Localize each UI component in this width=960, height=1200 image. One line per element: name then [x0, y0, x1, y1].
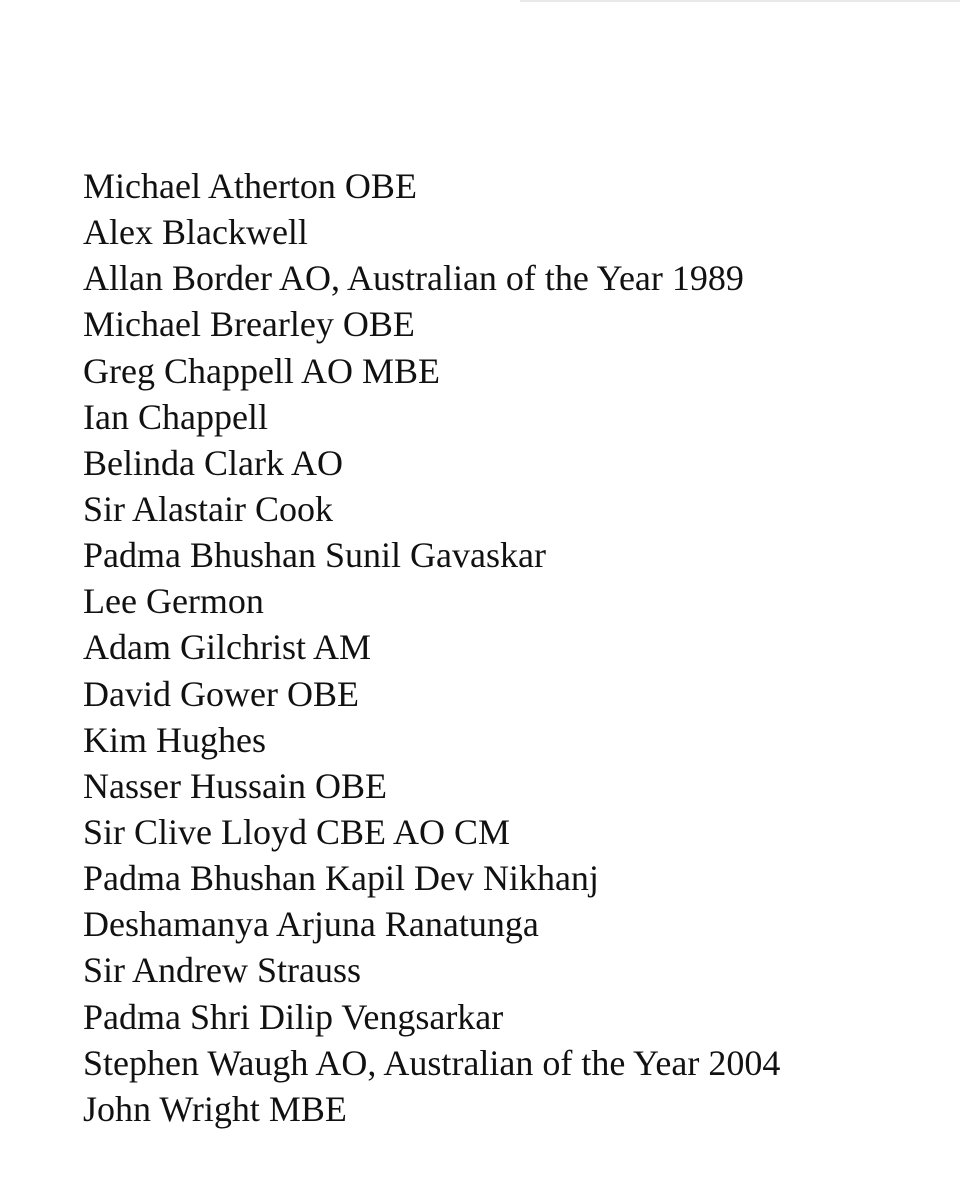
list-item: Belinda Clark AO	[83, 442, 343, 483]
list-item: Nasser Hussain OBE	[83, 765, 387, 806]
list-item: Sir Alastair Cook	[83, 488, 333, 529]
list-item: Kim Hughes	[83, 719, 266, 760]
page-top-edge	[520, 0, 960, 2]
list-item: Deshamanya Arjuna Ranatunga	[83, 904, 539, 945]
list-item: Padma Bhushan Sunil Gavaskar	[83, 535, 546, 576]
list-item: Allan Border AO, Australian of the Year 1989	[83, 258, 744, 299]
list-item: Padma Shri Dilip Vengsarkar	[83, 996, 504, 1037]
list-item: Adam Gilchrist AM	[83, 627, 371, 668]
list-item: Sir Andrew Strauss	[83, 950, 361, 991]
list-item: Ian Chappell	[83, 396, 268, 437]
list-item: John Wright MBE	[83, 1088, 347, 1129]
list-item: Alex Blackwell	[83, 212, 308, 253]
list-item: Greg Chappell AO MBE	[83, 350, 440, 391]
list-item: Michael Atherton OBE	[83, 166, 417, 206]
list-item: Lee Germon	[83, 581, 264, 622]
list-item: Stephen Waugh AO, Australian of the Year 2004	[83, 1042, 781, 1083]
list-item: Michael Brearley OBE	[83, 304, 415, 345]
list-item: David Gower OBE	[83, 673, 359, 714]
list-item: Sir Clive Lloyd CBE AO CM	[83, 811, 511, 852]
list-item: Padma Bhushan Kapil Dev Nikhanj	[83, 858, 599, 899]
names-list	[83, 163, 780, 1132]
